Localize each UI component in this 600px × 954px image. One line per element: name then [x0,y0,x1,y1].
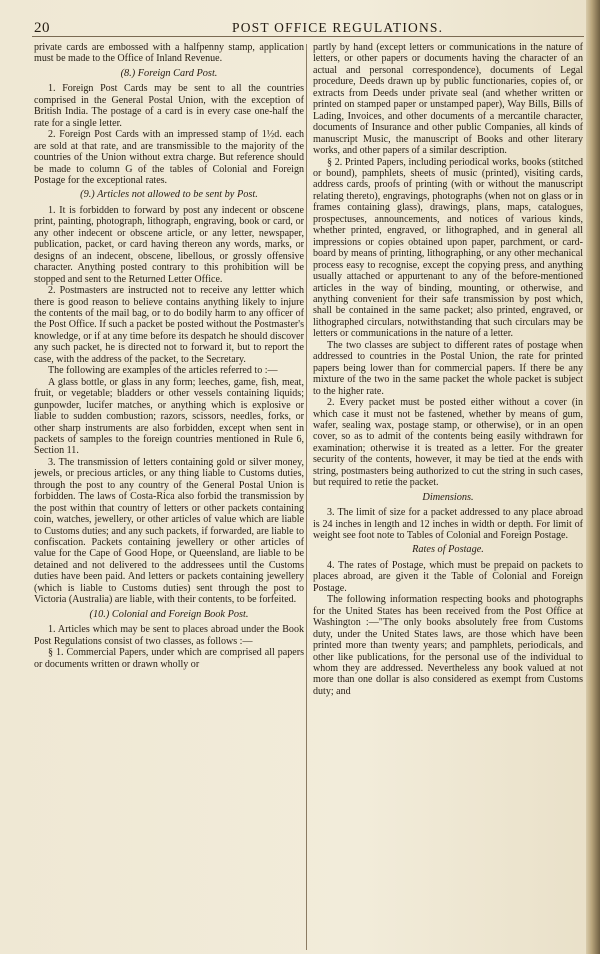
paragraph: 1. Foreign Post Cards may be sent to all the countries comprised in the General Postal Union, with the exception of British India. The postage of a card is in every case one-half the rate for a single letter. [34,83,304,129]
paragraph: A glass bottle, or glass in any form; leeches, game, fish, meat, fruit, or vegetable; bladders or other vessels containing liquids; gunpowder, lucifer matches, or anything which is explosive or liable to sudden combustion; razors, scissors, needles, forks, or other sharp instruments are also forbidden, except when sent in packets of samples to the foreign countries mentioned in Rule 6, Section 11. [34,376,304,457]
right-text-column [313,42,583,950]
paragraph: 4. The rates of Postage, which must be prepaid on packets to places abroad, are given it the Table of Colonial and Foreign Postage. [313,559,583,594]
paragraph: 1. It is forbidden to forward by post any indecent or obscene print, painting, photograph, lithograph, engraving, book or card, or any other indecent or obscene article, or any letter, newspaper, publication, packet, or card having thereon any words, marks, or designs of an indecent, obscene, libellous, or grossly offensive character. Anything posted contrary to this prohibition will be stopped and sent to the Returned Letter Office. [34,204,304,285]
section-heading: (9.) Articles not allowed to be sent by Post. [80,189,258,201]
paragraph: The two classes are subject to different rates of postage when addressed to countries in the Postal Union, the rate for printed papers being lower than for commercial papers. If there be any mixture of the two in the same packet the whole packet is subject to the higher rate. [313,339,583,397]
paragraph: 1. Articles which may be sent to places abroad under the Book Post Regulations consist of two classes, as follows :— [34,624,304,647]
paragraph: 2. Every packet must be posted either without a cover (in which case it must not be fastened, whether by means of gum, wafer, sealing wax, postage stamp, or otherwise), or in an open cover, so as to admit of the contents being easily withdrawn for examination; otherwise it is treated as a letter. For the greater security of the contents, however, it may be tied at the ends with string, postmasters being authorized to cut the string in such cases, but required to retie the packet. [313,397,583,489]
paragraph: 2. Foreign Post Cards with an impressed stamp of 1½d. each are sold at that rate, and are transmissible to the majority of the countries of the Union without extra charge. But reference should be made to column G of the tables of Colonial and Foreign Postage for the exceptional rates. [34,129,304,186]
running-title: POST OFFICE REGULATIONS. [232,20,444,35]
paragraph: § 2. Printed Papers, including periodical works, books (stitched or bound), pamphlets, sheets of music (printed), visiting cards, address cards, proofs of printing (with or without the manuscript relating thereto), engravings, photographs (when not on glass or in frames containing glass), drawings, plans, maps, catalogues, prospectuses, announcements, and notices of various kinds, whether printed, engraved, or lithographed, and in general all impressions or copies obtained upon paper, parchment, or card-board by means of printing, lithographing, or any other mechanical process easy to recognise, except the copying press, and anything usually attached or appurtenant to any of the before-mentioned articles in the way of binding, mounting, or otherwise, and anything convenient for their safe transmission by post which, shall be contained in the same packet; also printed, engraved, or lithographed circulars, notwithstanding that such circulars may be letters or communications in the nature of a letter. [313,156,583,340]
section-heading: Dimensions. [422,491,474,503]
paragraph: 3. The limit of size for a packet addressed to any place abroad is 24 inches in length and 12 inches in width or depth. For limit of weight see foot note to Tables of Colonial and Foreign Postage. [313,507,583,542]
paragraph: The following information respecting books and photographs for the United States has been received from the Post Office at Washington :—"The only books absolutely free from Customs duty, under the United States laws, are those which have been printed more than twenty years; and pamphlets, periodicals, and other like publications, for the personal use of the individual to whom they are addressed. Nevertheless any book valued at not more than one dollar is also considered as exempt from Customs duty; and [313,594,583,697]
paragraph: private cards are embossed with a halfpenny stamp, application must be made to the Office of Inland Revenue. [34,42,304,65]
binding-edge [586,0,600,954]
section-heading: (8.) Foreign Card Post. [120,67,218,79]
paragraph: partly by hand (except letters or communications in the nature of letters, or other papers or documents having the character of an actual and personal correspondence), documents of Legal procedure, Deeds drawn up by public functionaries, copies of, or extracts from Deeds under private seal (and whether written or printed on stamped paper or unstamped paper), Way Bills, Bills of Lading, Invoices, and other documents of a mercantile character, documents of Insurance and other public Companies, all kinds of manuscript Music, the manuscript of Books and other literary works, and other papers of a similar description. [313,42,583,157]
left-text-column [34,42,304,950]
paragraph: § 1. Commercial Papers, under which are comprised all papers or documents written or drawn wholly or [34,647,304,670]
section-heading: Rates of Postage. [412,544,484,556]
paragraph: 3. The transmission of letters containing gold or silver money, jewels, or precious articles, or any thing liable to Customs duties, through the post to any country of the General Postal Union is forbidden. The laws of Costa-Rica also forbid the transmission by the post within that country of letters or other packets containing coin, watches, jewellery, or other articles of value which are liable to Customs duties; and any such packets, if forwarded, are liable to confiscation. Packets containing jewellery or other articles of value for the Cape of Good Hope, or Queensland, are liable to be detained and not delivered to the addressees until the Customs duties have been paid. And letters or packets containing jewellery (which is liable to Customs duties) sent through the post to Victoria (Australia) are liable, with their contents, to be forfeited. [34,456,304,606]
column-divider [306,44,307,950]
paragraph: The following are examples of the articles referred to :— [48,365,278,377]
page-number: 20 [34,20,50,36]
page-header [32,6,584,37]
section-heading: (10.) Colonial and Foreign Book Post. [89,608,249,620]
paragraph: 2. Postmasters are instructed not to receive any lettter which there is good reason to believe contains anything likely to injure the contents of the mail bag, or to do bodily harm to any officer of the Post Office. If such a packet be posted without the Postmaster's knowledge, or if at any time before its despatch he should discover any such packet, he is directed not to forward it, but to report the case, with the address of the packet, to the Secretary. [34,285,304,365]
